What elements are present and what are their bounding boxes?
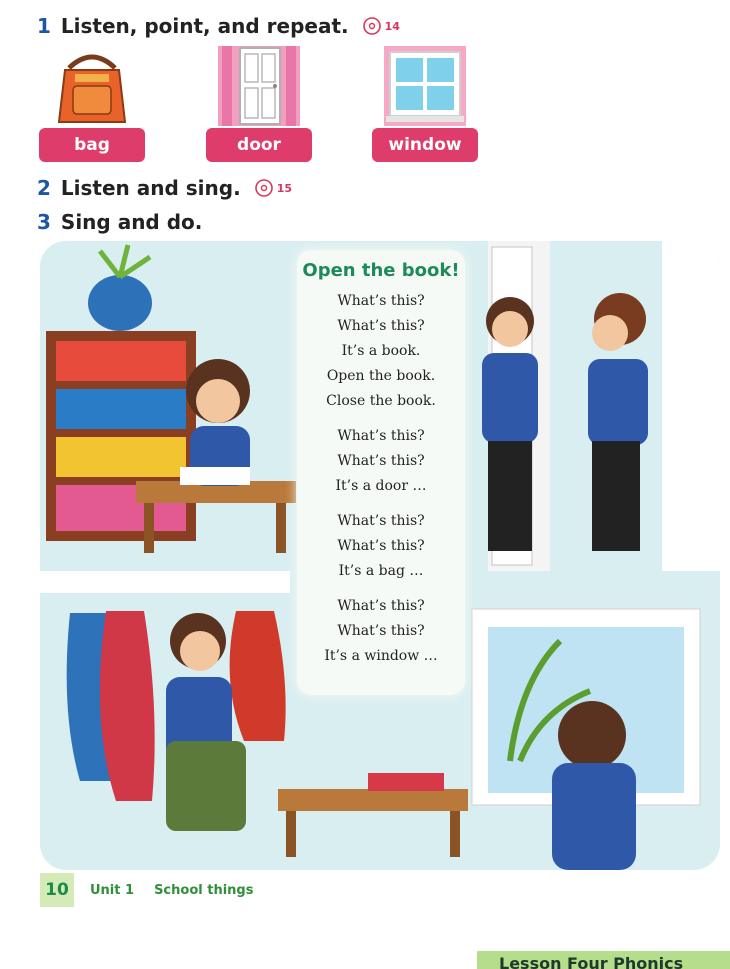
song-stanza-4 xyxy=(297,594,465,669)
vocab-label: window xyxy=(372,128,478,162)
cd-audio-icon xyxy=(255,179,273,197)
unit-topic: School things xyxy=(154,882,254,898)
exercise-number: 3 xyxy=(37,210,51,234)
lyric-line: What’s this? xyxy=(337,538,425,554)
exercise-3-heading xyxy=(37,210,202,234)
unit-label: Unit 1 xyxy=(90,882,135,898)
exercise-2-heading xyxy=(37,176,292,200)
lyric-line: It’s a book. xyxy=(341,343,421,359)
exercise-instruction: Listen and sing. xyxy=(60,176,241,200)
audio-track[interactable] xyxy=(363,17,400,35)
vocab-card-bag[interactable] xyxy=(39,46,145,162)
song-stanza-1 xyxy=(297,289,465,414)
exercise-number: 1 xyxy=(37,14,51,38)
lyric-line: What’s this? xyxy=(337,318,425,334)
page-footer xyxy=(40,873,253,907)
exercise-1-heading xyxy=(37,14,400,38)
next-page-title: Lesson Four Phonics xyxy=(499,954,684,969)
track-number: 14 xyxy=(384,19,400,33)
next-page-banner xyxy=(477,951,730,969)
song-title: Open the book! xyxy=(302,260,460,281)
song-stanza-2 xyxy=(297,424,465,499)
lyric-line: It’s a window … xyxy=(324,648,438,664)
lyric-line: It’s a bag … xyxy=(338,563,424,579)
audio-track[interactable] xyxy=(255,179,292,197)
exercise-instruction: Sing and do. xyxy=(60,210,203,234)
cd-audio-icon xyxy=(363,17,381,35)
song-stanza-3 xyxy=(297,509,465,584)
door-icon xyxy=(218,46,300,126)
lyric-line: What’s this? xyxy=(337,513,425,529)
lyric-line: It’s a door … xyxy=(335,478,427,494)
lyric-line: What’s this? xyxy=(337,453,425,469)
exercise-number: 2 xyxy=(37,176,51,200)
lyric-line: What’s this? xyxy=(337,598,425,614)
vocab-label: bag xyxy=(39,128,145,162)
vocab-card-door[interactable] xyxy=(206,46,312,162)
page-number: 10 xyxy=(40,873,74,907)
exercise-instruction: Listen, point, and repeat. xyxy=(60,14,349,38)
lyric-line: What’s this? xyxy=(337,293,425,309)
track-number: 15 xyxy=(276,181,292,195)
window-icon xyxy=(384,46,466,126)
vocab-card-window[interactable] xyxy=(372,46,478,162)
bag-icon xyxy=(51,46,133,126)
lyric-line: Close the book. xyxy=(326,393,436,409)
song-lyrics-panel xyxy=(297,250,465,695)
lyric-line: What’s this? xyxy=(337,428,425,444)
lyric-line: Open the book. xyxy=(326,368,436,384)
vocab-label: door xyxy=(206,128,312,162)
lyric-line: What’s this? xyxy=(337,623,425,639)
